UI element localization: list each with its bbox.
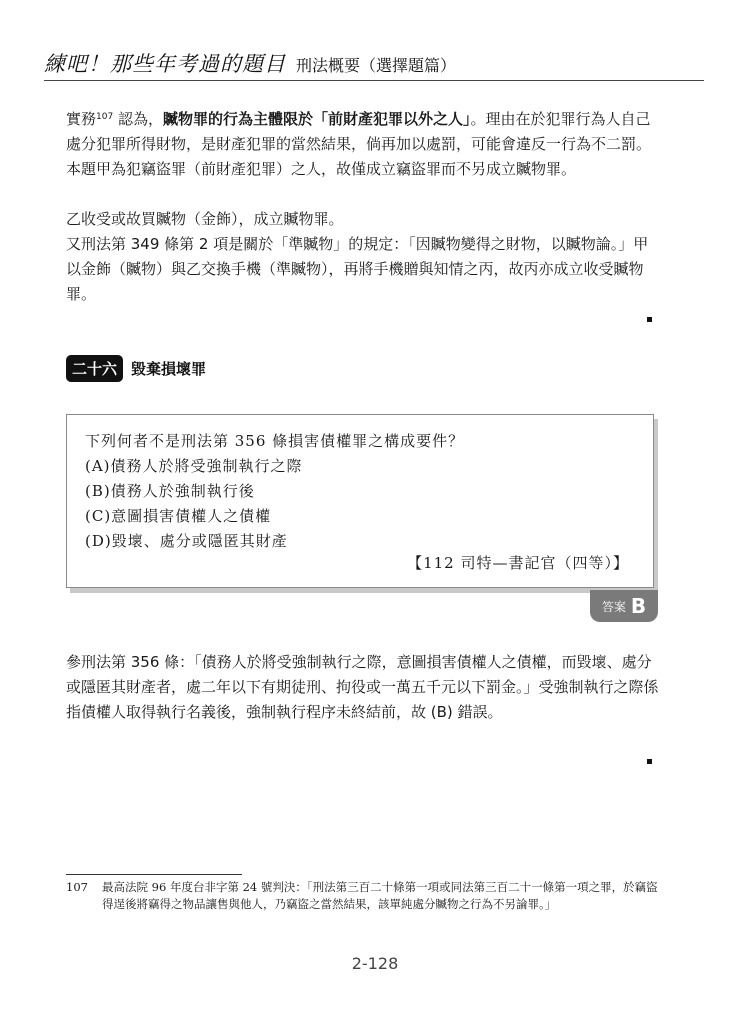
intro-text: 又刑法第 349 條第 2 項是關於「準贓物」的規定：「: [66, 235, 416, 253]
intro-text: 實務: [66, 110, 97, 128]
intro-paragraph-1: [66, 107, 660, 182]
explanation-text: 參刑法第 356 條：「: [66, 653, 202, 671]
header-rule: [44, 80, 704, 81]
option-d: (D)毀壞、處分或隱匿其財產: [85, 532, 288, 550]
option-a: (A)債務人於將受強制執行之際: [85, 457, 303, 475]
answer-tab: [590, 590, 658, 622]
question-source: 【112 司特—書記官（四等）】: [407, 554, 629, 572]
explanation-text: 」受強制執行之際係指債權人取得執行名義後，強制執行程序未終結前，故 (B) 錯誤。: [66, 678, 659, 721]
section-number: 二十六: [66, 355, 123, 382]
series-title: 練吧！那些年考過的題目: [44, 52, 286, 76]
intro-text: 」甲以金飾（贓物）與乙交換手機（準贓物），再將手機贈與知情之丙，故丙亦成立收受贓物罪。: [66, 235, 649, 303]
footnote-rule: [66, 874, 242, 875]
question-box: [66, 414, 654, 588]
end-mark: [647, 759, 652, 764]
option-b: (B)債務人於強制執行後: [85, 482, 255, 500]
intro-paragraph-3: [66, 232, 660, 307]
answer-label: 答案: [601, 599, 626, 614]
answer-value: B: [630, 594, 647, 618]
statute-quote: 債務人於將受強制執行之際，意圖損害債權人之債權，而毀壞、處分或隱匿其財產者，處二年以下有期徒刑、拘役或一萬五千元以下罰金。: [66, 653, 652, 696]
footnote-text: 最高法院 96 年度台非字第 24 號判決：「刑法第三百二十條第一項或同法第三百二十一條第一項之罪，於竊盜得逞後將竊得之物品讓售與他人，乃竊盜之當然結果，該單純處分贓物之行為不另論罪。」: [102, 880, 658, 911]
end-mark: [647, 317, 652, 322]
running-header: [44, 44, 456, 78]
footnote-number: 107: [66, 880, 88, 894]
option-c: (C)意圖損害債權人之債權: [85, 507, 272, 525]
intro-text: 。理由在於犯罪行為人自己處分犯罪所得財物，是財產犯罪的當然結果，倘再加以處罰，可能會違反一行為不二罰。本題甲為犯竊盜罪（前財產犯罪）之人，故僅成立竊盜罪而不另成立贓物罪。: [66, 110, 652, 178]
book-title: 刑法概要（選擇題篇）: [296, 56, 457, 75]
page-number: 2-128: [351, 954, 399, 973]
question-text: [85, 429, 464, 554]
footnote-ref: 107: [96, 112, 114, 122]
intro-paragraph-2: 乙收受或故買贓物（金飾），成立贓物罪。: [66, 210, 344, 228]
key-point: 贓物罪的行為主體限於「前財產犯罪以外之人」: [162, 110, 471, 128]
intro-text: 認為，: [113, 110, 163, 128]
footnote: [66, 879, 666, 913]
section-heading: [66, 355, 206, 382]
statute-quote: 因贓物變得之財物，以贓物論。: [415, 235, 619, 253]
explanation-paragraph: [66, 650, 660, 725]
question-stem: 下列何者不是刑法第 356 條損害債權罪之構成要件？: [85, 432, 465, 450]
section-title: 毀棄損壞罪: [131, 360, 207, 378]
